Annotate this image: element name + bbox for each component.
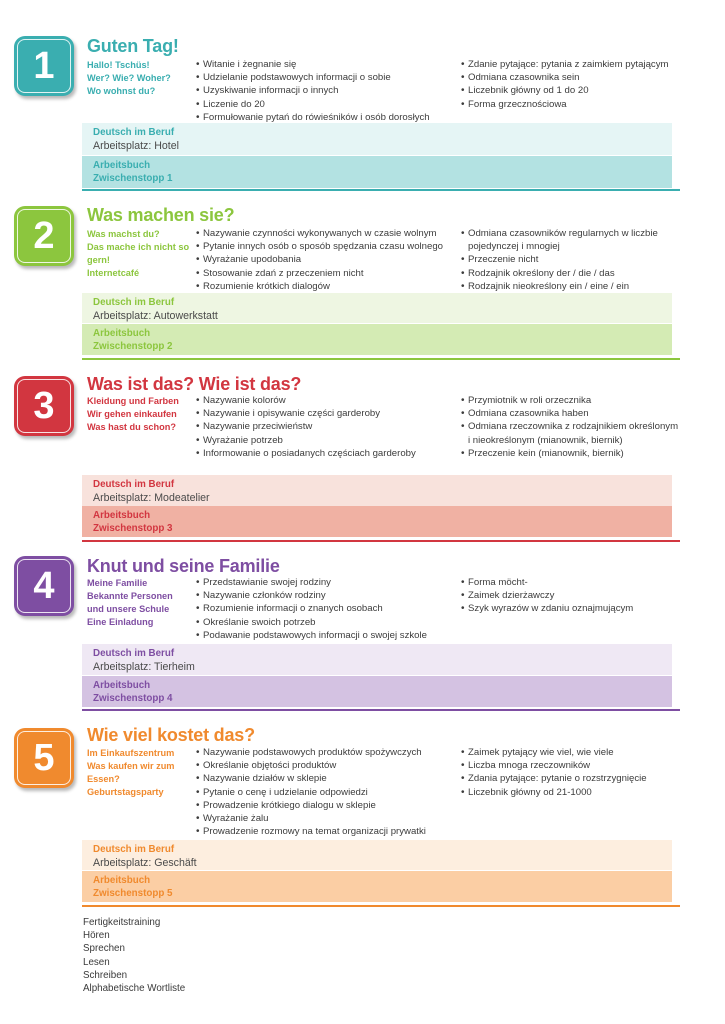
grammar-item: • Forma grzecznościowa (461, 98, 681, 111)
goal-item: • Rozumienie krótkich dialogów (196, 280, 461, 293)
goal-item: • Nazywanie członków rodziny (196, 589, 461, 602)
appendix-item: Alphabetische Wortliste (83, 983, 186, 995)
deutsch-im-beruf-band (82, 644, 672, 675)
deutsch-im-beruf-label: Deutsch im Beruf (93, 844, 175, 855)
communication-goals-list (196, 58, 461, 124)
communication-goals-list (196, 394, 461, 460)
grammar-item: • Odmiana czasowników regularnych w liczbie pojedynczej i mnogiej (461, 227, 681, 253)
unit-divider-line (82, 358, 680, 360)
appendix-item: Fertigkeitstraining (83, 917, 161, 928)
goal-item: • Pytanie innych osób o sposób spędzania czasu wolnego (196, 240, 461, 253)
topic-item: Was machst du? (87, 229, 160, 239)
topic-item: Was kaufen wir zum (87, 761, 175, 771)
topic-item: Internetcafé (87, 268, 140, 278)
topic-item: Eine Einladung (87, 617, 154, 627)
unit-topics (87, 228, 195, 280)
grammar-item: • Forma möcht- (461, 576, 681, 589)
arbeitsplatz-text: Arbeitsplatz: Geschäft (93, 857, 197, 869)
topic-item: Essen? (87, 774, 120, 784)
grammar-item: • Przeczenie kein (mianownik, biernik) (461, 447, 681, 460)
arbeitsbuch-band (82, 871, 672, 902)
topic-item: Bekannte Personen (87, 591, 173, 601)
arbeitsbuch-band (82, 506, 672, 537)
grammar-list (461, 58, 681, 111)
unit-number-badge: 2 (14, 206, 74, 266)
unit-divider-line (82, 905, 680, 907)
grammar-item: • Zdanie pytające: pytania z zaimkiem pytającym (461, 58, 681, 71)
grammar-item: • Zdania pytające: pytanie o rozstrzygnięcie (461, 772, 681, 785)
goal-item: • Rozumienie informacji o znanych osobach (196, 602, 461, 615)
arbeitsplatz-text: Arbeitsplatz: Tierheim (93, 661, 195, 673)
topic-item: Das mache ich nicht so (87, 242, 190, 252)
unit-topics (87, 395, 195, 434)
deutsch-im-beruf-label: Deutsch im Beruf (93, 297, 175, 308)
goal-item: • Informowanie o posiadanych częściach garderoby (196, 447, 461, 460)
goal-item: • Nazywanie działów w sklepie (196, 772, 461, 785)
arbeitsbuch-label: Arbeitsbuch (93, 680, 151, 691)
appendix-item: Hören (83, 930, 110, 942)
goal-item: • Nazywanie czynności wykonywanych w czasie wolnym (196, 227, 461, 240)
topic-item: Was hast du schon? (87, 422, 176, 432)
goal-item: • Uzyskiwanie informacji o innych (196, 84, 461, 97)
appendix-list (83, 916, 185, 995)
grammar-item: • Rodzajnik nieokreślony ein / eine / ein (461, 280, 681, 293)
zwischenstopp-label: Zwischenstopp 3 (93, 523, 173, 534)
topic-item: Wer? Wie? Woher? (87, 73, 171, 83)
goal-item: • Nazywanie przeciwieństw (196, 420, 461, 433)
grammar-item: • Rodzajnik określony der / die / das (461, 267, 681, 280)
deutsch-im-beruf-label: Deutsch im Beruf (93, 127, 175, 138)
unit-title: Wie viel kostet das? (87, 725, 255, 745)
arbeitsplatz-text: Arbeitsplatz: Autowerkstatt (93, 310, 218, 322)
goal-item: • Wyrażanie upodobania (196, 253, 461, 266)
goal-item: • Określanie objętości produktów (196, 759, 461, 772)
goal-item: • Udzielanie podstawowych informacji o sobie (196, 71, 461, 84)
communication-goals-list (196, 227, 461, 293)
deutsch-im-beruf-band (82, 840, 672, 870)
unit-title: Knut und seine Familie (87, 556, 280, 576)
goal-item: • Pytanie o cenę i udzielanie odpowiedzi (196, 786, 461, 799)
topic-item: Wo wohnst du? (87, 86, 156, 96)
goal-item: • Formułowanie pytań do rówieśników i osób dorosłych (196, 111, 461, 124)
deutsch-im-beruf-band (82, 123, 672, 155)
appendix-item: Schreiben (83, 969, 128, 981)
arbeitsbuch-label: Arbeitsbuch (93, 160, 151, 171)
zwischenstopp-label: Zwischenstopp 4 (93, 693, 173, 704)
deutsch-im-beruf-label: Deutsch im Beruf (93, 648, 175, 659)
zwischenstopp-label: Zwischenstopp 2 (93, 341, 173, 352)
unit-divider-line (82, 709, 680, 711)
unit-number-badge: 5 (14, 728, 74, 788)
unit-number-badge: 3 (14, 376, 74, 436)
grammar-item: • Odmiana czasownika haben (461, 407, 681, 420)
unit-number-badge: 1 (14, 36, 74, 96)
grammar-item: • Przymiotnik w roli orzecznika (461, 394, 681, 407)
topic-item: Im Einkaufszentrum (87, 748, 175, 758)
appendix-item: Sprechen (83, 943, 125, 955)
zwischenstopp-label: Zwischenstopp 5 (93, 888, 173, 899)
topic-item: und unsere Schule (87, 604, 170, 614)
grammar-item: • Zaimek pytający wie viel, wie viele (461, 746, 681, 759)
topic-item: Hallo! Tschüs! (87, 60, 150, 70)
goal-item: • Nazywanie podstawowych produktów spożywczych (196, 746, 461, 759)
unit-topics (87, 747, 195, 799)
arbeitsbuch-label: Arbeitsbuch (93, 875, 151, 886)
deutsch-im-beruf-band (82, 293, 672, 323)
goal-item: • Nazywanie i opisywanie części garderoby (196, 407, 461, 420)
topic-item: Kleidung und Farben (87, 396, 179, 406)
grammar-item: • Odmiana czasownika sein (461, 71, 681, 84)
grammar-item: • Liczebnik główny od 1 do 20 (461, 84, 681, 97)
grammar-item: • Zaimek dzierżawczy (461, 589, 681, 602)
unit-divider-line (82, 189, 680, 191)
goal-item: • Określanie swoich potrzeb (196, 616, 461, 629)
goal-item: • Witanie i żegnanie się (196, 58, 461, 71)
grammar-list (461, 746, 681, 799)
arbeitsbuch-band (82, 676, 672, 707)
grammar-list (461, 394, 681, 460)
goal-item: • Stosowanie zdań z przeczeniem nicht (196, 267, 461, 280)
deutsch-im-beruf-label: Deutsch im Beruf (93, 479, 175, 490)
unit-topics (87, 59, 195, 98)
grammar-item: • Przeczenie nicht (461, 253, 681, 266)
goal-item: • Przedstawianie swojej rodziny (196, 576, 461, 589)
grammar-item: • Liczba mnoga rzeczowników (461, 759, 681, 772)
topic-item: Wir gehen einkaufen (87, 409, 177, 419)
goal-item: • Prowadzenie rozmowy na temat organizacji prywatki (196, 825, 461, 838)
unit-number-badge: 4 (14, 556, 74, 616)
topic-item: Meine Familie (87, 578, 148, 588)
zwischenstopp-label: Zwischenstopp 1 (93, 173, 173, 184)
unit-title: Guten Tag! (87, 36, 179, 56)
grammar-item: • Odmiana rzeczownika z rodzajnikiem określonym i nieokreślonym (mianownik, biernik) (461, 420, 681, 446)
arbeitsplatz-text: Arbeitsplatz: Modeatelier (93, 492, 210, 504)
goal-item: • Liczenie do 20 (196, 98, 461, 111)
goal-item: • Wyrażanie żalu (196, 812, 461, 825)
appendix-item: Lesen (83, 956, 110, 968)
unit-topics (87, 577, 195, 629)
arbeitsbuch-band (82, 156, 672, 188)
arbeitsbuch-band (82, 324, 672, 355)
grammar-list (461, 227, 681, 293)
goal-item: • Wyrażanie potrzeb (196, 434, 461, 447)
topic-item: Geburtstagsparty (87, 787, 164, 797)
grammar-item: • Liczebnik główny od 21-1000 (461, 786, 681, 799)
deutsch-im-beruf-band (82, 475, 672, 506)
goal-item: • Podawanie podstawowych informacji o swojej szkole (196, 629, 461, 642)
arbeitsplatz-text: Arbeitsplatz: Hotel (93, 140, 179, 152)
arbeitsbuch-label: Arbeitsbuch (93, 328, 151, 339)
unit-title: Was machen sie? (87, 205, 235, 225)
topic-item: gern! (87, 255, 110, 265)
grammar-list (461, 576, 681, 616)
communication-goals-list (196, 576, 461, 642)
goal-item: • Nazywanie kolorów (196, 394, 461, 407)
unit-divider-line (82, 540, 680, 542)
arbeitsbuch-label: Arbeitsbuch (93, 510, 151, 521)
goal-item: • Prowadzenie krótkiego dialogu w sklepie (196, 799, 461, 812)
unit-title: Was ist das? Wie ist das? (87, 374, 302, 394)
communication-goals-list (196, 746, 461, 838)
grammar-item: • Szyk wyrazów w zdaniu oznajmującym (461, 602, 681, 615)
